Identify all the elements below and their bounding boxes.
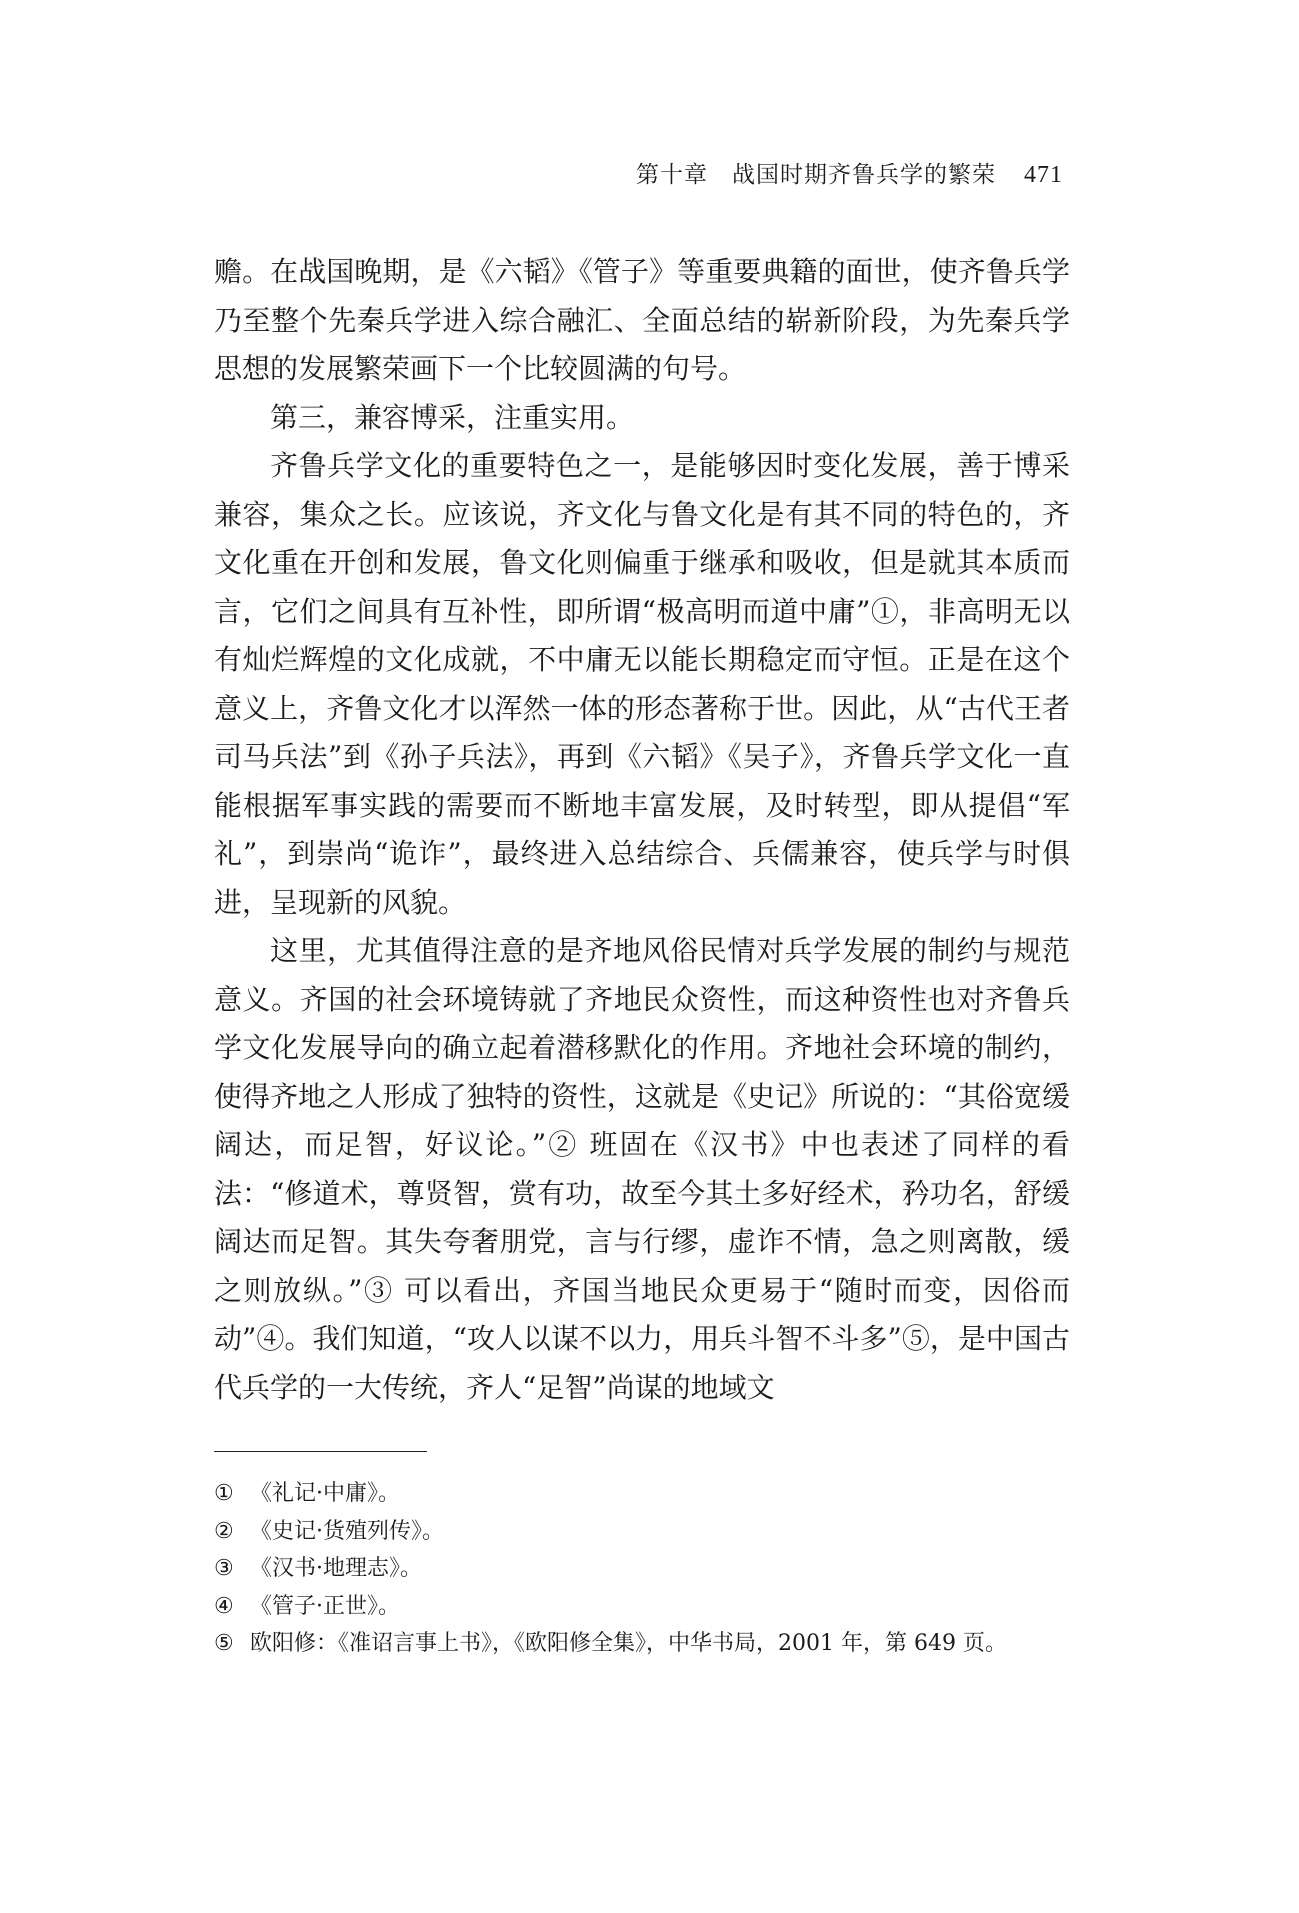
paragraph: 这里，尤其值得注意的是齐地风俗民情对兵学发展的制约与规范意义。齐国的社会环境铸就了齐地民众资性，而这种资性也对齐鲁兵学文化发展导向的确立起着潜移默化的作用。齐地社会环境的制约，使得齐地之人形成了独特的资性，这就是《史记》所说的：“其俗宽缓阔达，而足智，好议论。”② 班固在《汉书》中也表述了同样的看法：“修道术，尊贤智，赏有功，故至今其土多好经术，矜功名，舒缓阔达而足智。其失夸奢朋党，言与行缪，虚诈不情，急之则离散，缓之则放纵。”③ 可以看出，齐国当地民众更易于“随时而变，因俗而动”④。我们知道，“攻人以谋不以力，用兵斗智不斗多”⑤，是中国古代兵学的一大传统，齐人“足智”尚谋的地域文 bbox=[214, 934, 1070, 1404]
footnote bbox=[214, 1475, 1070, 1513]
footnote bbox=[214, 1550, 1070, 1588]
footnote-mark: ② bbox=[214, 1518, 234, 1544]
footnote-text: 《汉书·地理志》。 bbox=[250, 1556, 422, 1581]
page-number: 471 bbox=[1024, 162, 1063, 188]
chapter-title: 第十章 战国时期齐鲁兵学的繁荣 bbox=[636, 162, 996, 188]
running-header bbox=[0, 156, 1063, 189]
footnote-mark: ④ bbox=[214, 1593, 234, 1619]
footnote-mark: ① bbox=[214, 1481, 234, 1506]
footnote-text: 《礼记·中庸》。 bbox=[250, 1481, 400, 1506]
footnotes bbox=[214, 1475, 1070, 1663]
paragraph: 赡。在战国晚期，是《六韬》《管子》等重要典籍的面世，使齐鲁兵学乃至整个先秦兵学进入综合融汇、全面总结的崭新阶段，为先秦兵学思想的发展繁荣画下一个比较圆满的句号。 bbox=[214, 255, 1070, 385]
paragraph: 第三，兼容博采，注重实用。 bbox=[270, 400, 635, 434]
footnote bbox=[214, 1588, 1070, 1626]
main-text bbox=[214, 248, 1070, 1412]
footnote-mark: ③ bbox=[214, 1556, 234, 1581]
footnote bbox=[214, 1625, 1070, 1663]
footnote-text: 欧阳修：《准诏言事上书》，《欧阳修全集》，中华书局，2001 年，第 649 页。 bbox=[250, 1631, 1007, 1656]
footnote-text: 《史记·货殖列传》。 bbox=[250, 1518, 444, 1544]
footnote-mark: ⑤ bbox=[214, 1631, 234, 1656]
paragraph: 齐鲁兵学文化的重要特色之一，是能够因时变化发展，善于博采兼容，集众之长。应该说，齐文化与鲁文化是有其不同的特色的，齐文化重在开创和发展，鲁文化则偏重于继承和吸收，但是就其本质而言，它们之间具有互补性，即所谓“极高明而道中庸”①，非高明无以有灿烂辉煌的文化成就，不中庸无以能长期稳定而守恒。正是在这个意义上，齐鲁文化才以浑然一体的形态著称于世。因此，从“古代王者司马兵法”到《孙子兵法》，再到《六韬》《吴子》，齐鲁兵学文化一直能根据军事实践的需要而不断地丰富发展，及时转型，即从提倡“军礼”，到崇尚“诡诈”，最终进入总结综合、兵儒兼容，使兵学与时俱进，呈现新的风貌。 bbox=[214, 449, 1070, 919]
footnote-divider bbox=[214, 1451, 427, 1452]
footnote bbox=[214, 1513, 1070, 1551]
footnote-text: 《管子·正世》。 bbox=[250, 1593, 400, 1619]
